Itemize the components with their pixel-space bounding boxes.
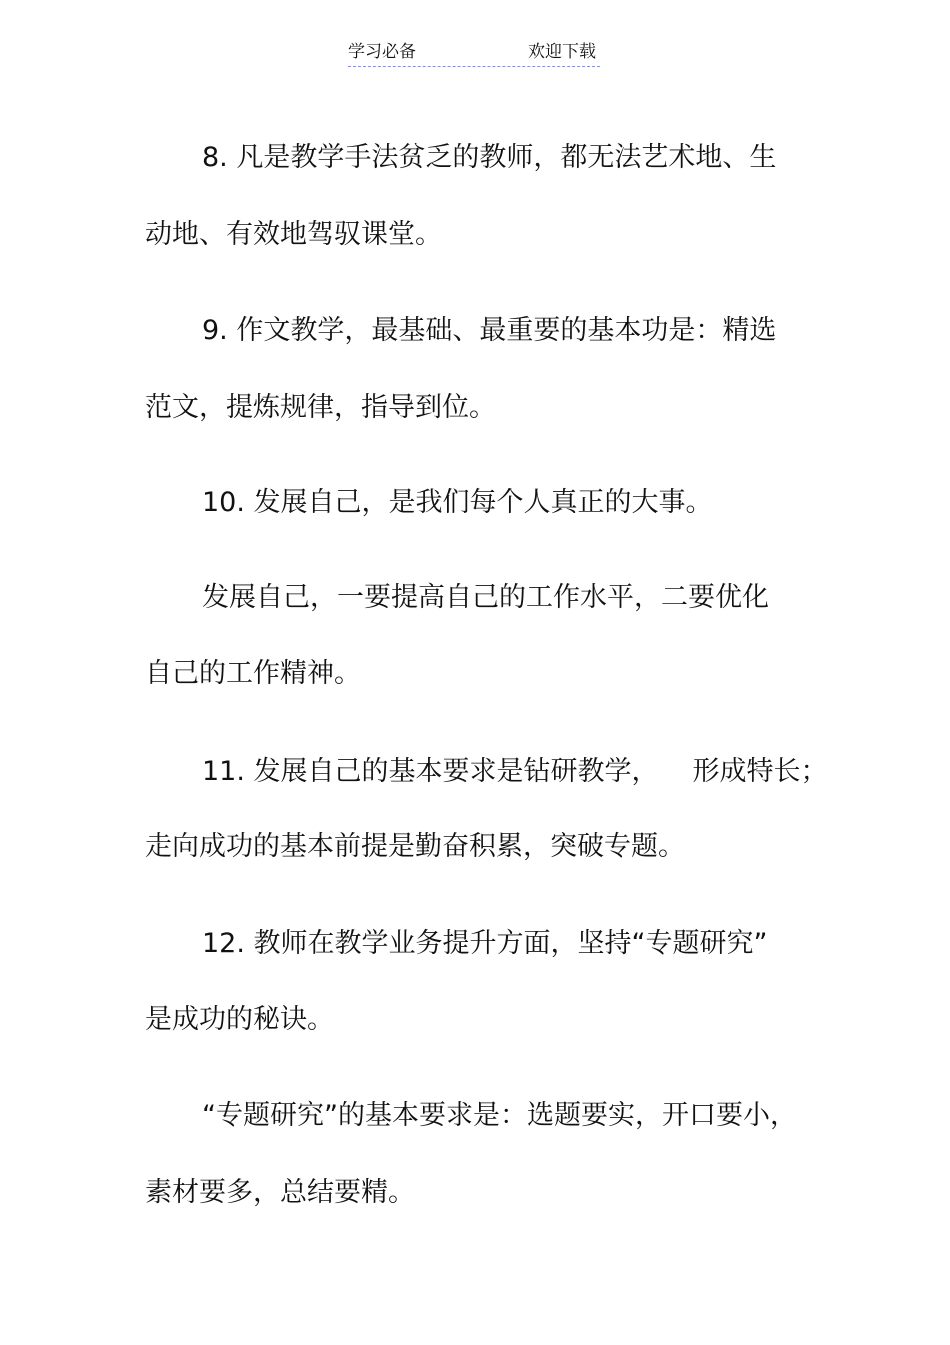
paragraph-9-line-2: 范文，提炼规律，指导到位。 [145, 392, 496, 423]
paragraph-11-line-1 [202, 754, 828, 790]
paragraph-10-line-1: 10. 发展自己，是我们每个人真正的大事。 [202, 487, 713, 518]
paragraph-11-line-1-part-2: 形成特长； [692, 756, 828, 787]
paragraph-8-line-2: 动地、有效地驾驭课堂。 [145, 219, 442, 250]
paragraph-11-line-2: 走向成功的基本前提是勤奋积累，突破专题。 [145, 831, 685, 862]
paragraph-12b-line-1: “专题研究”的基本要求是：选题要实，开口要小， [202, 1100, 797, 1131]
paragraph-8-line-1: 8. 凡是教学手法贫乏的教师，都无法艺术地、生 [202, 142, 777, 173]
paragraph-12-line-2: 是成功的秘诀。 [145, 1004, 334, 1035]
page-header [348, 40, 600, 67]
paragraph-10b-line-1: 发展自己，一要提高自己的工作水平，二要优化 [202, 582, 769, 613]
paragraph-12-line-1: 12. 教师在教学业务提升方面，坚持“专题研究” [202, 928, 768, 959]
paragraph-10b-line-2: 自己的工作精神。 [145, 658, 361, 689]
paragraph-11-line-1-part-1: 11. 发展自己的基本要求是钻研教学， [202, 756, 659, 787]
header-left-text: 学习必备 [348, 42, 416, 62]
paragraph-9-line-1: 9. 作文教学，最基础、最重要的基本功是：精选 [202, 315, 777, 346]
paragraph-12b-line-2: 素材要多，总结要精。 [145, 1177, 415, 1208]
header-right-text: 欢迎下载 [528, 42, 596, 62]
